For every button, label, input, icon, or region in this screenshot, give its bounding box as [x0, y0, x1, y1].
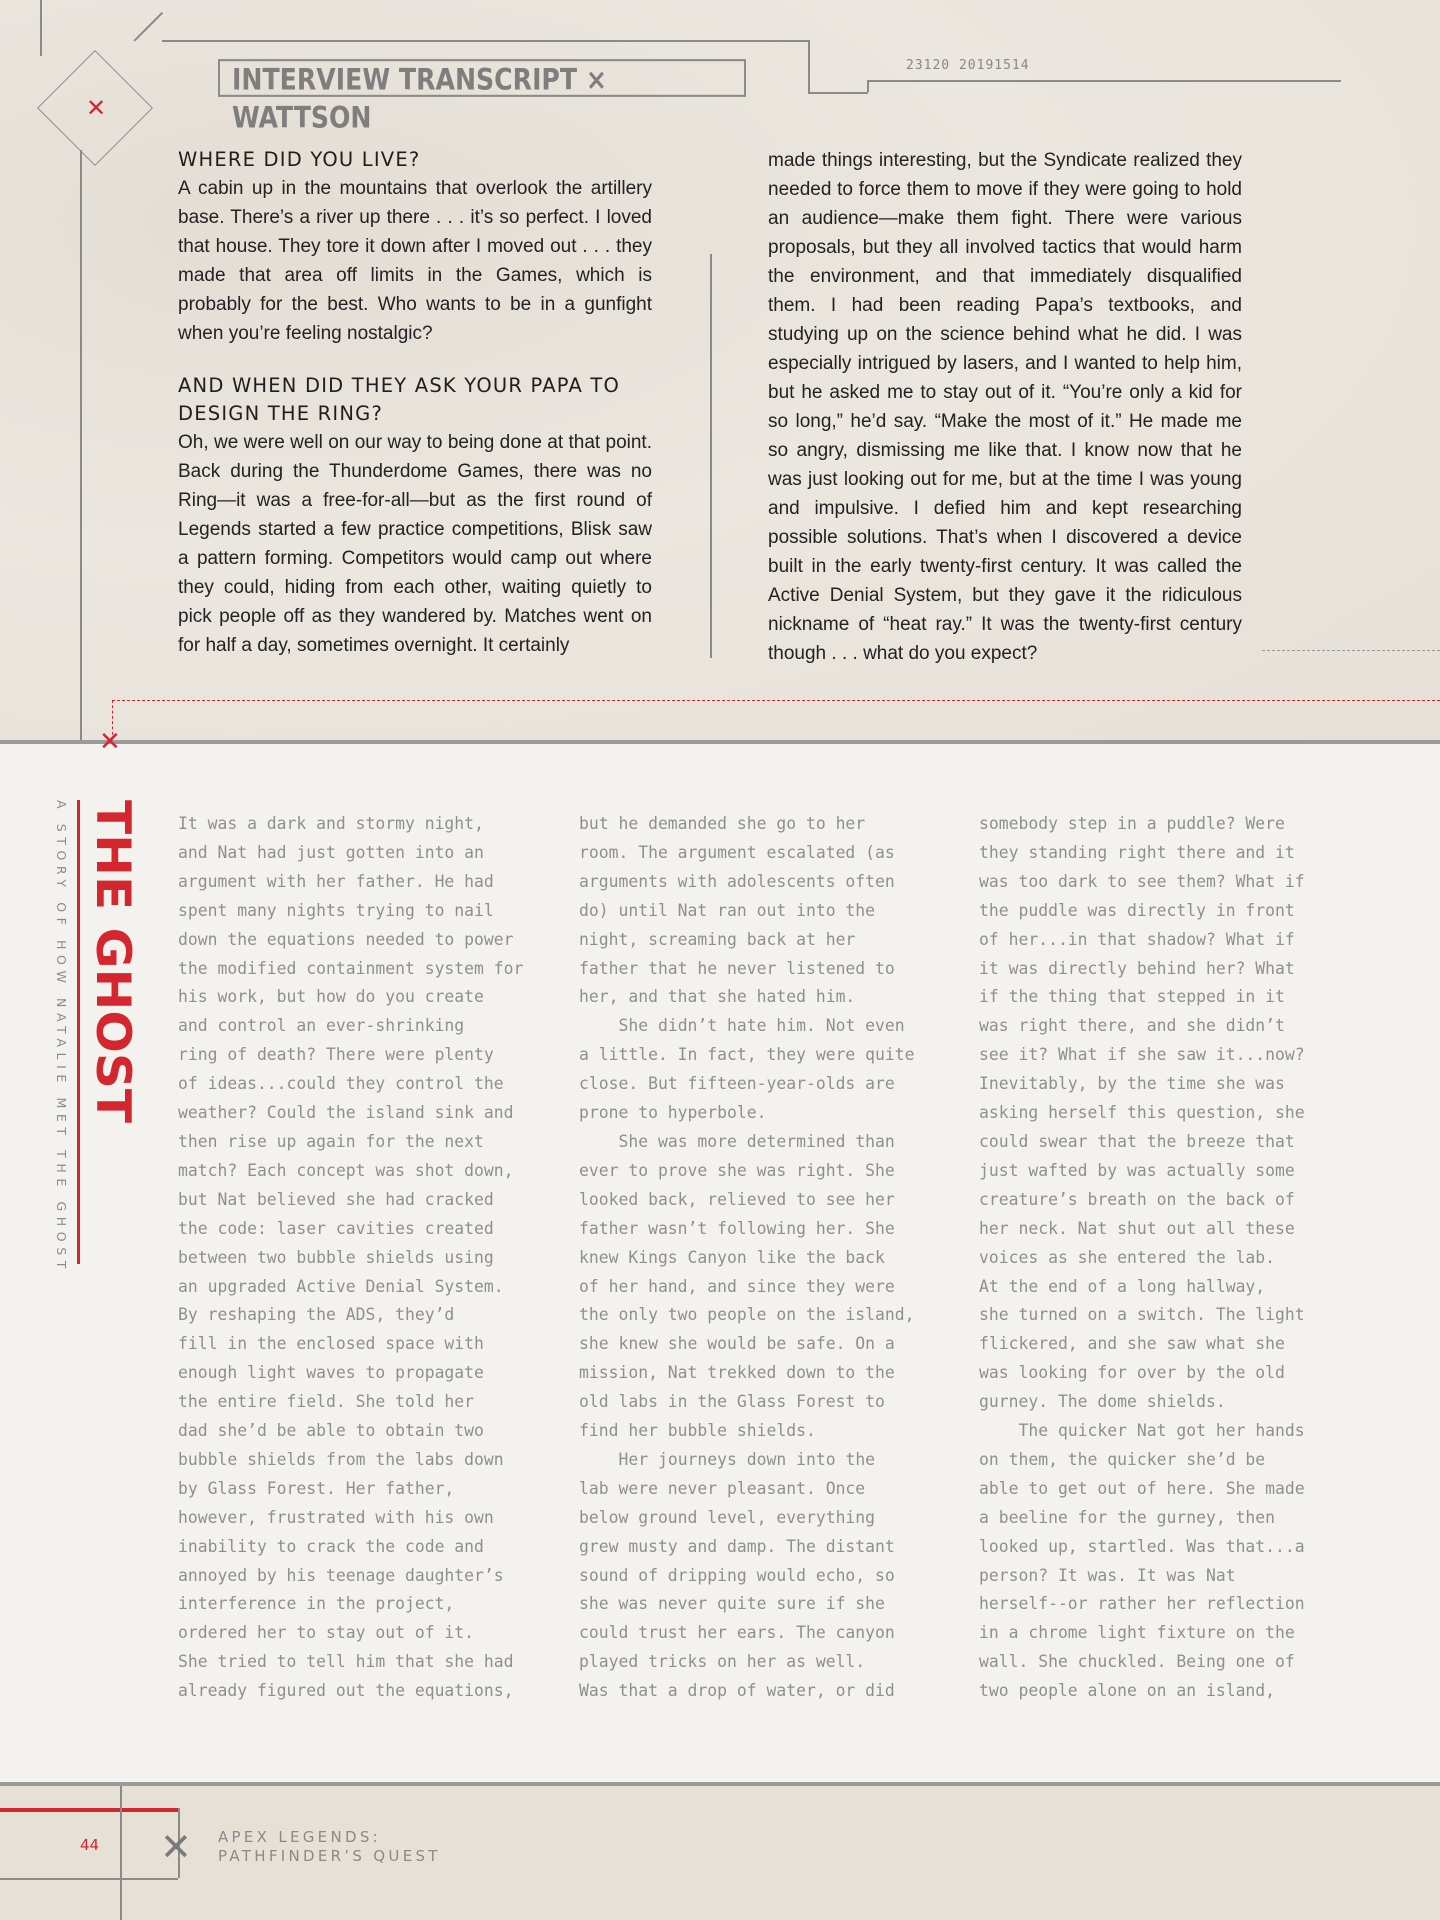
- question-heading: AND WHEN DID THEY ASK YOUR PAPA TO DESIGN THE RING?: [178, 374, 621, 425]
- footer-horizontal-line: [0, 1878, 178, 1880]
- panel-top-rule: [0, 740, 1440, 744]
- x-logo-icon: ✕: [160, 1825, 192, 1869]
- story-column-3: somebody step in a puddle? Were they standing right there and it was too dark to see them? What if the puddle was directly in front of her...in that shadow? What if it was directly behind her? What if the thing that stepped in it was right there, and she didn’t see it? What if she saw it...now? Inevitably, by the time she was asking herself this question, she could swear that the breeze that just wafted by was actually some creature’s breath on the back of her neck. Nat shut out all these voices as she entered the lab. At the end of a long hallway, she turned on a switch. The light flickered, and she saw what she was looking for over by the old gurney. The dome shields. The quicker Nat got her hands on them, the quicker she’d be able to get out of here. She made a beeline for the gurney, then looked up, startled. Was that...a person? It was. It was Nat herself--or rather her reflection in a chrome light fixture on the wall. She chuckled. Being one of two people alone on an island,: [979, 814, 1305, 1701]
- interview-column-right: [768, 146, 1242, 668]
- story-column-2: but he demanded she go to her room. The argument escalated (as arguments with adolescents often do) until Nat ran out into the night, screaming back at her father that he never listened to her, and that she hated him. She didn’t hate him. Not even a little. In fact, they were quite close. But fifteen-year-olds are prone to hyperbole. She was more determined than ever to prove she was right. She looked back, relieved to see her father wasn’t following her. She knew Kings Canyon like the back of her hand, and since they were the only two people on the island, she knew she would be safe. On a mission, Nat trekked down to the old labs in the Glass Forest to find her bubble shields. Her journeys down into the lab were never pleasant. Once below ground level, everything grew musty and damp. The distant sound of dripping would echo, so she was never quite sure if she could trust her ears. The canyon played tricks on her as well. Was that a drop of water, or did: [579, 814, 915, 1701]
- answer-text: made things interesting, but the Syndicate realized they needed to force them to move if they were going to hold an audience—make them fight. There were various proposals, but they all involved tactics that would harm the environment, and that immediately disqualified them. I had been reading Papa’s textbooks, and studying up on the science behind what he did. I was especially intrigued by lasers, and I wanted to help him, but he asked me to stay out of it. “You’re only a kid for so long,” he’d say. “Make the most of it.” He made me so angry, dismissing me like that. I know now that he was just looking out for me, but at the time I was young and impulsive. I defied him and kept researching possible solutions. That’s when I discovered a device built in the early twenty-first century. It was called the Active Denial System, but they gave it the ridiculous nickname of “heat ray.” It was the twenty-first century though . . . what do you expect?: [768, 150, 1242, 664]
- interview-title: INTERVIEW TRANSCRIPT × WATTSON: [218, 59, 746, 97]
- answer-text: Oh, we were well on our way to being done at that point. Back during the Thunderdome Games, there was no Ring—it was a free-for-all—but as the first round of Legends started a few practice competitions, Blisk saw a pattern forming. Competitors would camp out where they could, hiding from each other, waiting quietly to pick people off as they wandered by. Matches went on for half a day, sometimes overnight. It certainly: [178, 432, 652, 656]
- book-title-line-1: APEX LEGENDS:: [218, 1828, 382, 1846]
- close-x-icon: ✕: [99, 727, 121, 757]
- frame-line-drop: [808, 40, 810, 92]
- dashed-rule-red: [112, 700, 1440, 701]
- question-heading: WHERE DID YOU LIVE?: [178, 148, 421, 171]
- page-number: 44: [80, 1836, 100, 1854]
- frame-line-right-long: [867, 80, 1341, 82]
- footer-vertical-line: [120, 1786, 122, 1920]
- story-title: THE GHOST: [85, 800, 141, 1124]
- frame-line-vertical: [80, 150, 82, 740]
- header-code: 23120 20191514: [906, 58, 1030, 73]
- answer-text: A cabin up in the mountains that overlook the artillery base. There’s a river up there . . . it’s so perfect. I loved that house. They tore it down after I moved out . . . they made that area off limits in the Games, which is probably for the best. Who wants to be in a gunfight when you’re feeling nostalgic?: [178, 178, 652, 344]
- frame-line-left: [40, 0, 42, 56]
- footer-top-rule: [0, 1782, 1440, 1786]
- story-title-rule: [77, 800, 80, 1264]
- interview-column-left: [178, 146, 652, 660]
- book-title: [218, 1828, 441, 1866]
- story-subtitle: A STORY OF HOW NATALIE MET THE GHOST: [54, 800, 69, 1274]
- frame-line-top: [162, 40, 808, 42]
- footer-red-rule: [0, 1808, 178, 1812]
- book-title-line-2: PATHFINDER’S QUEST: [218, 1847, 441, 1865]
- dashed-rule-right: [1262, 650, 1440, 651]
- story-column-1: It was a dark and stormy night, and Nat had just gotten into an argument with her father. He had spent many nights trying to nail down the equations needed to power the modified containment system for his work, but how do you create and control an ever-shrinking ring of death? There were plenty of ideas...could they control the weather? Could the island sink and then rise up again for the next match? Each concept was shot down, but Nat believed she had cracked the code: laser cavities created between two bubble shields using an upgraded Active Denial System. By reshaping the ADS, they’d fill in the enclosed space with enough light waves to propagate the entire field. She told her dad she’d be able to obtain two bubble shields from the labs down by Glass Forest. Her father, however, frustrated with his own inability to crack the code and annoyed by his teenage daughter’s interference in the project, ordered her to stay out of it. She tried to tell him that she had already figured out the equations,: [178, 814, 524, 1701]
- close-x-icon: ✕: [86, 94, 107, 122]
- frame-line-right-step: [867, 80, 869, 92]
- footer-background: [0, 1784, 1440, 1920]
- column-divider: [710, 254, 712, 658]
- frame-line-right: [808, 92, 868, 94]
